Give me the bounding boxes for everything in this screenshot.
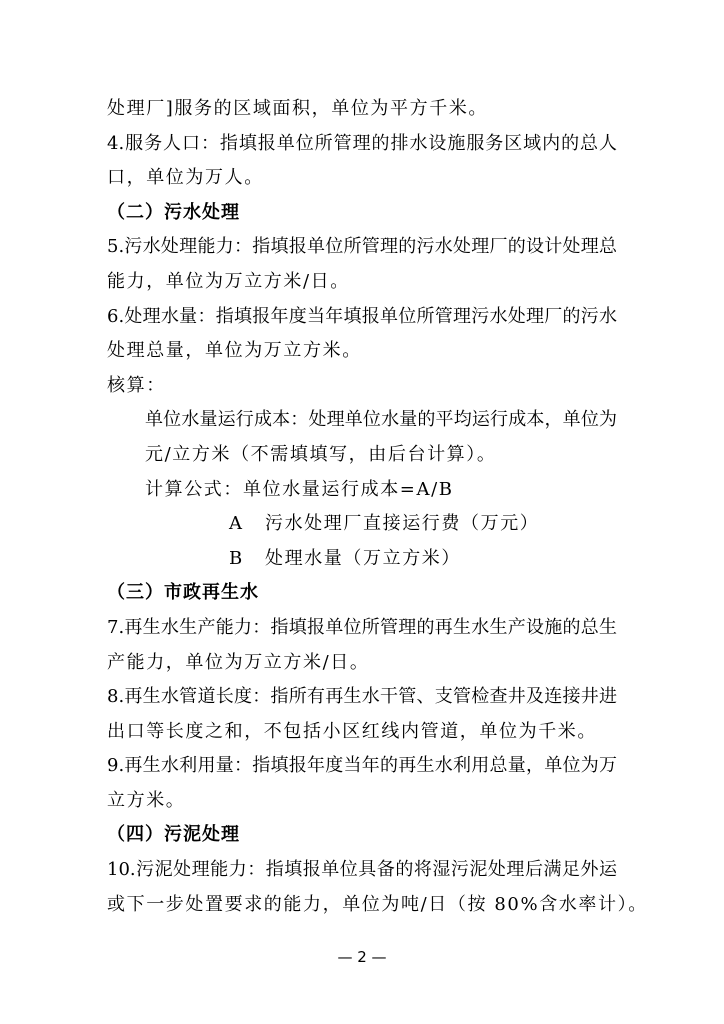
- text-line: 能力，单位为万立方米/日。: [107, 270, 350, 292]
- formula-label-a: A: [229, 513, 244, 535]
- section-heading-3: （三）市政再生水: [107, 582, 259, 604]
- text-line: 出口等长度之和，不包括小区红线内管道，单位为千米。: [107, 720, 597, 742]
- text-line: 5.污水处理能力：指填报单位所管理的污水处理厂的设计处理总: [107, 236, 617, 258]
- text-line: 口，单位为万人。: [107, 167, 264, 189]
- text-line: 处理厂]服务的区域面积，单位为平方千米。: [107, 98, 489, 119]
- text-line: 或下一步处置要求的能力，单位为吨/日（按 80%含水率计）。: [107, 893, 648, 915]
- text-line: 9.再生水利用量：指填报年度当年的再生水利用总量，单位为万: [107, 755, 617, 777]
- text-line: 8.再生水管道长度：指所有再生水干管、支管检查井及连接井进: [107, 686, 617, 708]
- formula-term-text: 处理水量（万立方米）: [265, 547, 461, 569]
- section-heading-4: （四）污泥处理: [107, 824, 240, 846]
- text-line: 单位水量运行成本：处理单位水量的平均运行成本，单位为: [145, 409, 617, 431]
- formula-term-b: [107, 542, 617, 577]
- text-line: 核算：: [107, 374, 166, 396]
- formula-label-b: B: [229, 547, 244, 569]
- formula-line: 计算公式：单位水量运行成本=A/B: [145, 478, 454, 500]
- text-line: 产能力，单位为万立方米/日。: [107, 651, 370, 673]
- text-line: 6.处理水量：指填报年度当年填报单位所管理污水处理厂的污水: [107, 305, 617, 327]
- text-line: 4.服务人口：指填报单位所管理的排水设施服务区域内的总人: [107, 132, 617, 154]
- section-heading-2: （二）污水处理: [107, 201, 240, 223]
- formula-term-text: 污水处理厂直接运行费（万元）: [265, 513, 540, 535]
- text-line: 7.再生水生产能力：指填报单位所管理的再生水生产设施的总生: [107, 616, 617, 638]
- text-line: 元/立方米（不需填填写，由后台计算）。: [145, 443, 497, 465]
- page-number: — 2 —: [337, 948, 387, 966]
- formula-term-a: [107, 507, 617, 542]
- text-line: 10.污泥处理能力：指填报单位具备的将湿污泥处理后满足外运: [107, 859, 617, 881]
- text-line: 立方米。: [107, 789, 186, 811]
- text-line: 处理总量，单位为万立方米。: [107, 340, 362, 362]
- document-body: [107, 92, 648, 922]
